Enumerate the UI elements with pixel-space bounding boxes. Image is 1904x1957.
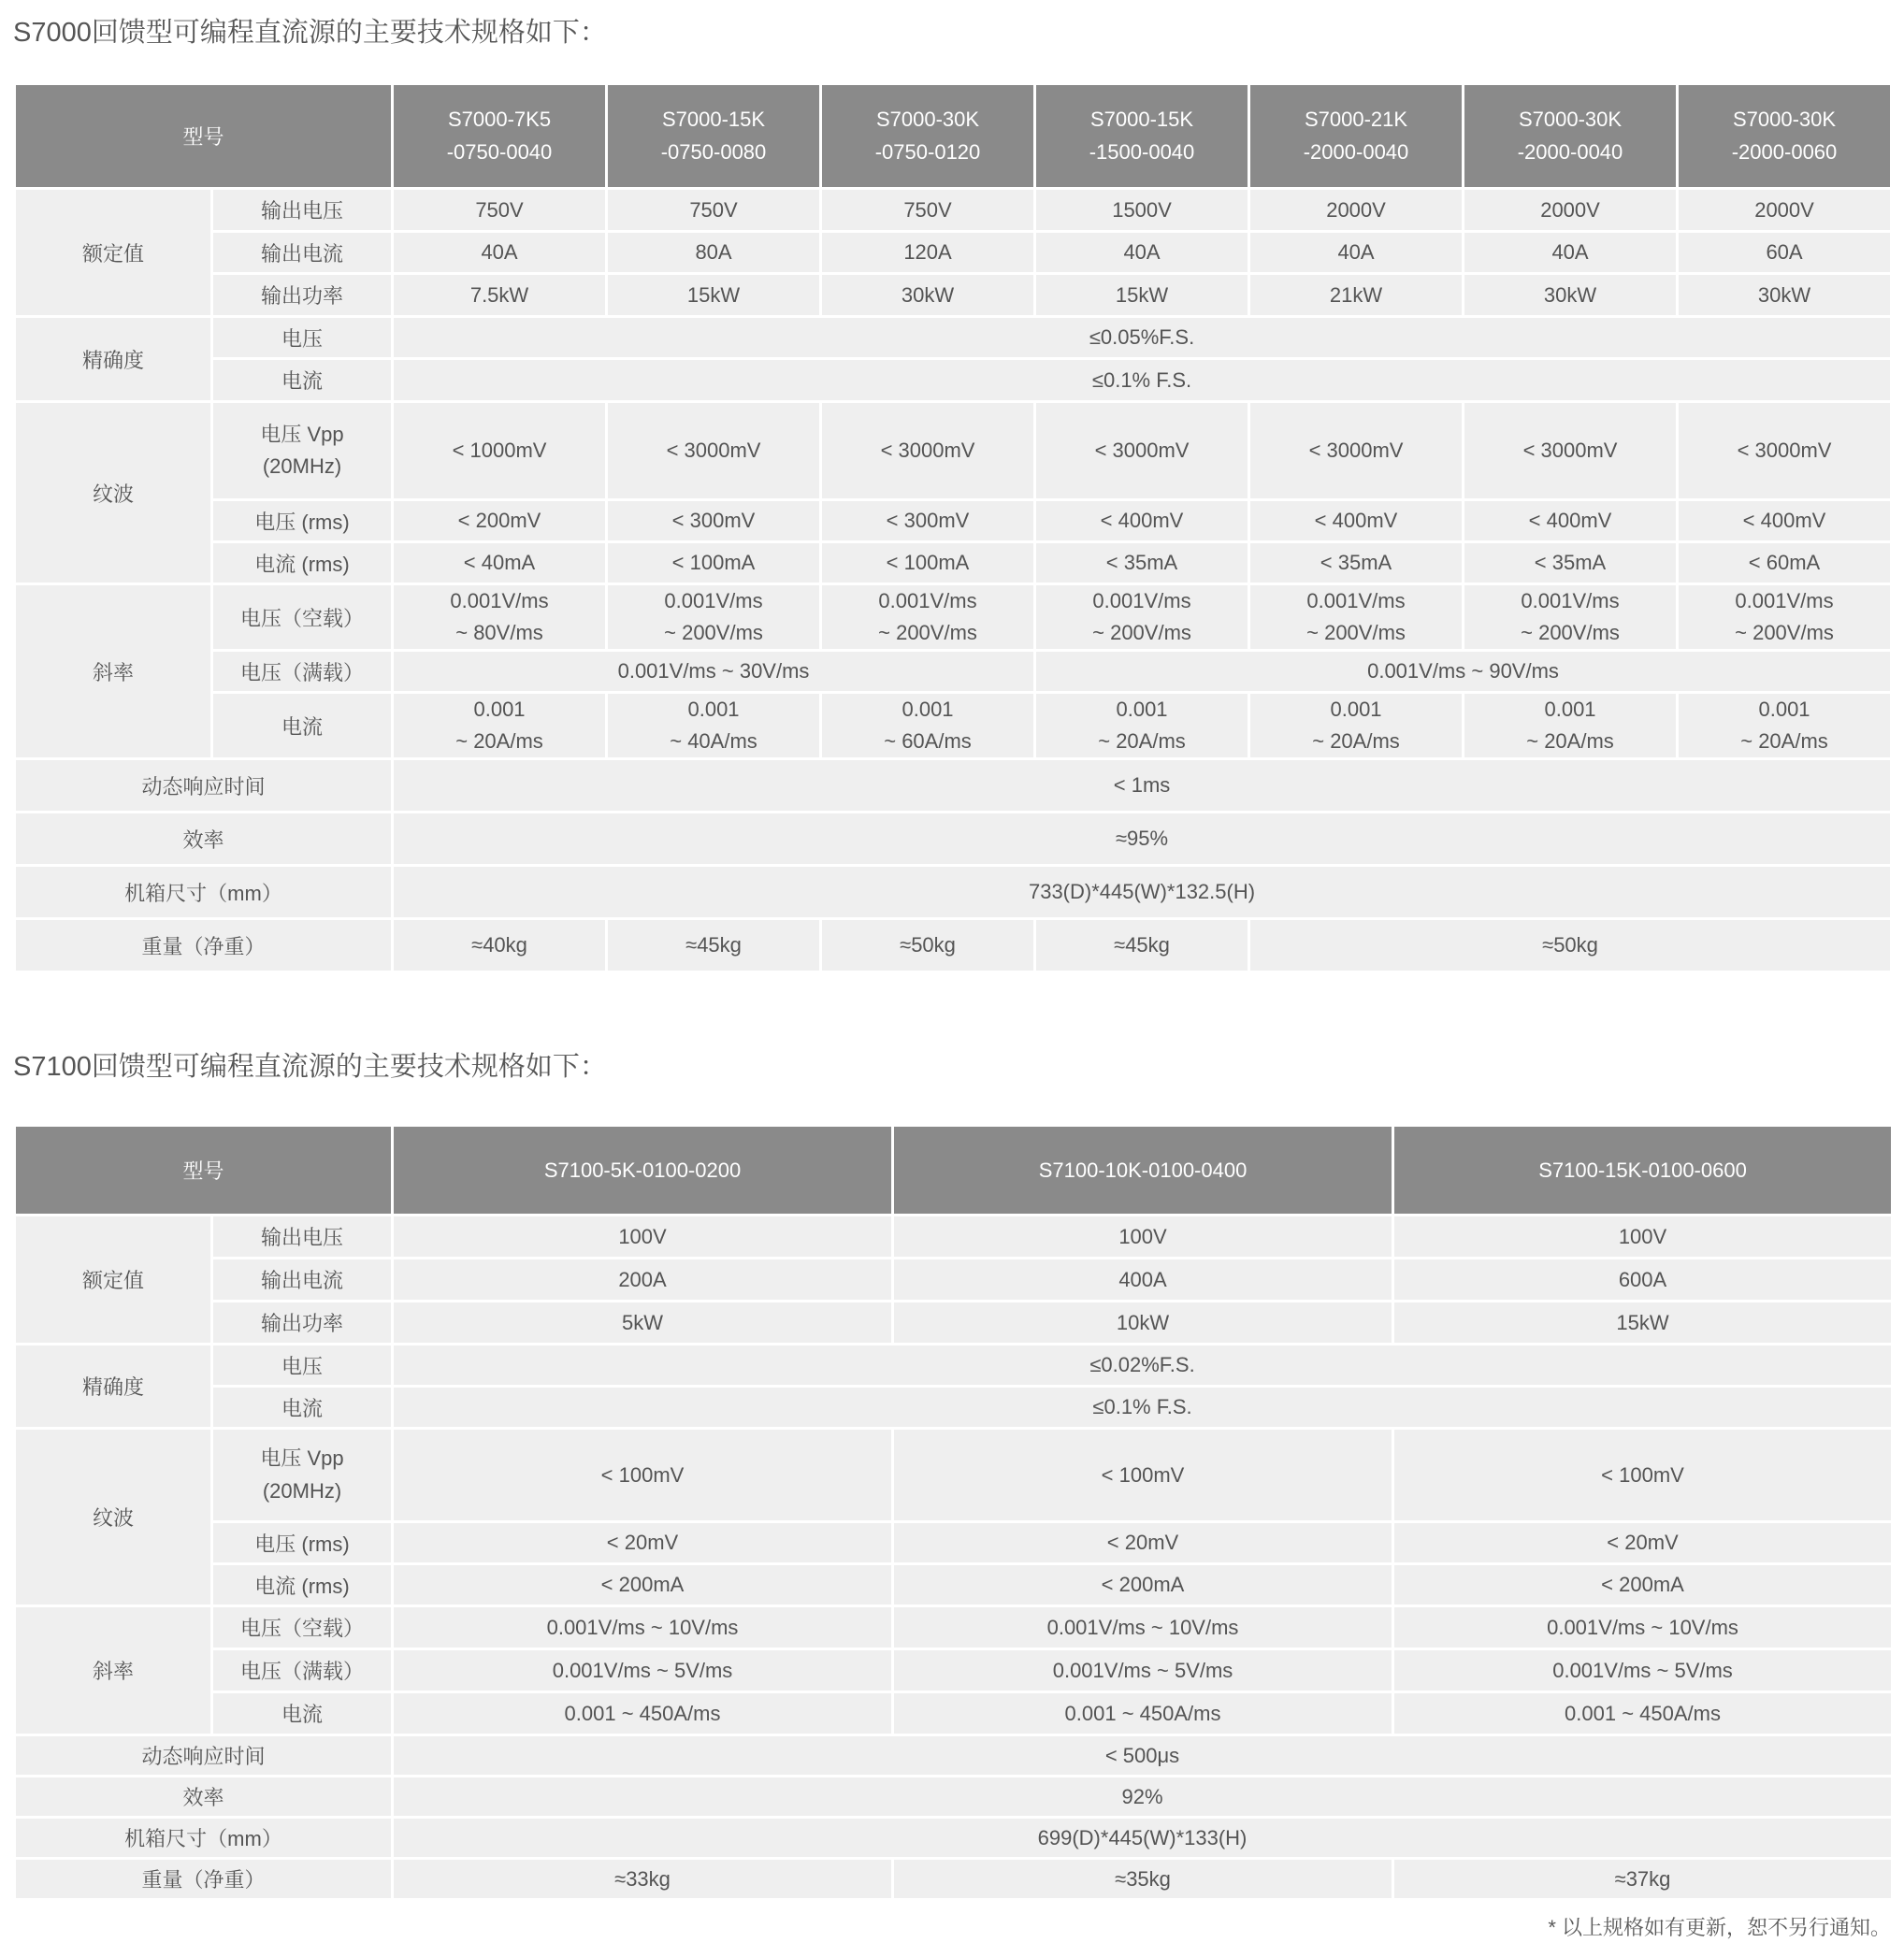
row-label-line2: (20MHz)	[262, 454, 342, 478]
row-label: 机箱尺寸（mm）	[15, 866, 393, 919]
spec-value-cell: ≈45kg	[1035, 919, 1249, 972]
table-row	[15, 359, 1892, 402]
row-group-label: 纹波	[15, 1429, 212, 1606]
s7100-spec-table	[13, 1124, 1894, 1901]
value-line2: ~ 200V/ms	[1306, 621, 1406, 645]
value-line1: 0.001	[1330, 698, 1382, 722]
spec-value-cell: < 100mA	[821, 542, 1035, 584]
row-label	[212, 1429, 393, 1522]
spec-value-cell: < 100mV	[1393, 1429, 1893, 1522]
table-row	[15, 1818, 1893, 1859]
row-group-label: 精确度	[15, 1345, 212, 1429]
table-row	[15, 1859, 1893, 1900]
table-row	[15, 866, 1892, 919]
value-line2: ~ 200V/ms	[664, 621, 763, 645]
spec-value-cell	[1035, 584, 1249, 651]
spec-value-cell: 200A	[393, 1259, 893, 1302]
table-row	[15, 1692, 1893, 1735]
model-header-label: 型号	[15, 1126, 393, 1216]
value-line1: 0.001	[1544, 698, 1596, 722]
value-line2: ~ 200V/ms	[1521, 621, 1620, 645]
value-line1: 0.001V/ms	[664, 589, 763, 612]
table-row	[15, 813, 1892, 866]
row-group-label: 额定值	[15, 189, 212, 317]
value-line2: ~ 200V/ms	[1092, 621, 1191, 645]
row-label: 电流	[212, 693, 393, 759]
row-group-label: 斜率	[15, 1606, 212, 1735]
row-label-line1: 电压 Vpp	[260, 1446, 344, 1471]
row-label: 重量（净重）	[15, 919, 393, 972]
table-row	[15, 1302, 1893, 1345]
value-line2: ~ 200V/ms	[878, 621, 977, 645]
value-line2: ~ 40A/ms	[670, 729, 757, 754]
spec-value-cell: 21kW	[1249, 274, 1464, 317]
row-label: 电压 (rms)	[212, 500, 393, 542]
spec-value-cell: < 400mV	[1678, 500, 1892, 542]
spec-value-cell: 15kW	[1035, 274, 1249, 317]
table-row	[15, 1387, 1893, 1429]
spec-value-cell	[607, 584, 821, 651]
spec-value-cell: < 35mA	[1464, 542, 1678, 584]
model-name-line1: S7000-15K	[1089, 108, 1194, 132]
spec-value-cell: < 20mV	[893, 1522, 1393, 1564]
spec-value-cell: < 3000mV	[1678, 402, 1892, 500]
value-line1: 0.001	[473, 698, 526, 722]
spec-value-cell: < 300mV	[821, 500, 1035, 542]
row-label: 效率	[15, 813, 393, 866]
table-row	[15, 1777, 1893, 1818]
s7000-spec-table	[13, 82, 1893, 973]
spec-value-cell: < 400mV	[1464, 500, 1678, 542]
value-line2: ~ 20A/ms	[1312, 729, 1400, 754]
table-row	[15, 1564, 1893, 1606]
table-row	[15, 317, 1892, 359]
spec-value-cell: 0.001V/ms ~ 10V/ms	[393, 1606, 893, 1649]
value-line1: 0.001V/ms	[878, 589, 977, 612]
value-line2: ~ 200V/ms	[1735, 621, 1834, 645]
s7100-section-title: S7100回馈型可编程直流源的主要技术规格如下：	[13, 1052, 607, 1082]
row-label: 机箱尺寸（mm）	[15, 1818, 393, 1859]
row-label: 电压（空载）	[212, 1606, 393, 1649]
spec-value-cell: 1500V	[1035, 189, 1249, 232]
spec-value-cell: 40A	[1249, 232, 1464, 274]
table-row	[15, 1735, 1893, 1777]
table-row	[15, 232, 1892, 274]
spec-value-cell: 0.001V/ms ~ 10V/ms	[1393, 1606, 1893, 1649]
spec-value-cell: < 100mV	[393, 1429, 893, 1522]
value-line2: ~ 80V/ms	[455, 621, 543, 645]
spec-value-cell: ≈37kg	[1393, 1859, 1893, 1900]
spec-value-cell: < 3000mV	[821, 402, 1035, 500]
model-header-cell: S7100-10K-0100-0400	[893, 1126, 1393, 1216]
spec-value-cell: ≤0.02%F.S.	[393, 1345, 1893, 1387]
spec-value-cell	[393, 693, 607, 759]
spec-value-cell: < 1000mV	[393, 402, 607, 500]
spec-value-cell: ≈95%	[393, 813, 1892, 866]
model-header-cell	[821, 84, 1035, 189]
spec-value-cell	[1249, 693, 1464, 759]
row-label: 输出电压	[212, 1216, 393, 1259]
spec-value-cell	[607, 693, 821, 759]
spec-value-cell: ≈35kg	[893, 1859, 1393, 1900]
spec-value-cell: 0.001V/ms ~ 5V/ms	[893, 1649, 1393, 1692]
value-line1: 0.001	[1116, 698, 1168, 722]
spec-value-cell: 750V	[393, 189, 607, 232]
table-row	[15, 189, 1892, 232]
spec-value-cell: 2000V	[1464, 189, 1678, 232]
row-label: 重量（净重）	[15, 1859, 393, 1900]
spec-value-cell: 40A	[1464, 232, 1678, 274]
spec-value-cell: < 400mV	[1249, 500, 1464, 542]
value-line1: 0.001V/ms	[1306, 589, 1406, 612]
spec-value-cell: 80A	[607, 232, 821, 274]
spec-value-cell: 0.001V/ms ~ 5V/ms	[393, 1649, 893, 1692]
spec-value-cell	[821, 693, 1035, 759]
value-line2: ~ 20A/ms	[1098, 729, 1186, 754]
spec-value-cell: 15kW	[1393, 1302, 1893, 1345]
row-group-label: 斜率	[15, 584, 212, 759]
spec-value-cell: < 3000mV	[1035, 402, 1249, 500]
table-row	[15, 1429, 1893, 1522]
spec-value-cell: 2000V	[1249, 189, 1464, 232]
spec-value-cell: ≤0.1% F.S.	[393, 359, 1892, 402]
row-label: 输出功率	[212, 274, 393, 317]
value-line1: 0.001V/ms	[450, 589, 549, 612]
spec-value-cell: ≤0.1% F.S.	[393, 1387, 1893, 1429]
spec-value-cell: 40A	[393, 232, 607, 274]
value-line2: ~ 20A/ms	[1526, 729, 1614, 754]
spec-value-cell: 30kW	[1464, 274, 1678, 317]
model-header-cell	[1678, 84, 1892, 189]
row-label: 电流	[212, 1387, 393, 1429]
model-name-line2: -0750-0120	[874, 139, 981, 164]
spec-value-cell: < 3000mV	[607, 402, 821, 500]
value-line1: 0.001V/ms	[1521, 589, 1620, 612]
spec-value-cell: < 3000mV	[1249, 402, 1464, 500]
row-label: 输出电流	[212, 232, 393, 274]
spec-value-cell: < 200mA	[893, 1564, 1393, 1606]
table-row	[15, 542, 1892, 584]
value-line1: 0.001	[902, 698, 954, 722]
model-name-line2: -2000-0040	[1517, 139, 1623, 164]
spec-value-cell: < 100mA	[607, 542, 821, 584]
table-row	[15, 693, 1892, 759]
table-row	[15, 759, 1892, 813]
row-label: 输出功率	[212, 1302, 393, 1345]
row-label: 电流 (rms)	[212, 542, 393, 584]
value-line2: ~ 20A/ms	[1740, 729, 1828, 754]
spec-value-cell: < 300mV	[607, 500, 821, 542]
row-label: 电压（满载）	[212, 1649, 393, 1692]
spec-value-cell: 0.001V/ms ~ 10V/ms	[893, 1606, 1393, 1649]
row-label: 动态响应时间	[15, 1735, 393, 1777]
table-row	[15, 919, 1892, 972]
spec-value-cell: ≈40kg	[393, 919, 607, 972]
model-header-cell	[393, 84, 607, 189]
model-name-line1: S7000-30K	[1518, 108, 1623, 132]
row-label-line2: (20MHz)	[262, 1478, 342, 1503]
table-row	[15, 584, 1892, 651]
model-header-cell: S7100-15K-0100-0600	[1393, 1126, 1893, 1216]
spec-value-cell: ≈50kg	[821, 919, 1035, 972]
table-row	[15, 1649, 1893, 1692]
spec-value-cell: < 3000mV	[1464, 402, 1678, 500]
spec-value-cell: 600A	[1393, 1259, 1893, 1302]
row-label: 输出电压	[212, 189, 393, 232]
row-label-line1: 电压 Vpp	[260, 422, 344, 446]
row-label	[212, 402, 393, 500]
table-row	[15, 1259, 1893, 1302]
spec-value-cell: < 20mV	[1393, 1522, 1893, 1564]
table-row	[15, 1606, 1893, 1649]
spec-value-cell: < 200mV	[393, 500, 607, 542]
model-header-cell	[1035, 84, 1249, 189]
spec-value-cell: < 35mA	[1249, 542, 1464, 584]
model-header-cell	[1249, 84, 1464, 189]
spec-value-cell	[1464, 584, 1678, 651]
row-label: 电压（空载）	[212, 584, 393, 651]
spec-value-cell	[1035, 693, 1249, 759]
table-row	[15, 1345, 1893, 1387]
model-name-line1: S7000-30K	[1732, 108, 1837, 132]
value-line2: ~ 60A/ms	[884, 729, 972, 754]
spec-value-cell: < 100mV	[893, 1429, 1393, 1522]
value-line1: 0.001	[687, 698, 740, 722]
spec-value-cell: 30kW	[821, 274, 1035, 317]
spec-value-cell: ≈45kg	[607, 919, 821, 972]
s7000-section-title: S7000回馈型可编程直流源的主要技术规格如下：	[13, 18, 607, 48]
table-row	[15, 274, 1892, 317]
spec-value-cell: 100V	[893, 1216, 1393, 1259]
spec-value-cell: 0.001V/ms ~ 30V/ms	[393, 651, 1035, 693]
spec-value-cell: 120A	[821, 232, 1035, 274]
row-group-label: 纹波	[15, 402, 212, 584]
model-name-line1: S7000-21K	[1304, 108, 1408, 132]
row-label: 动态响应时间	[15, 759, 393, 813]
row-label: 输出电流	[212, 1259, 393, 1302]
model-name-line2: -1500-0040	[1089, 139, 1195, 164]
spec-value-cell: 750V	[607, 189, 821, 232]
spec-value-cell	[1678, 693, 1892, 759]
spec-value-cell: < 20mV	[393, 1522, 893, 1564]
row-label: 电压	[212, 317, 393, 359]
spec-value-cell: ≈33kg	[393, 1859, 893, 1900]
table-row	[15, 651, 1892, 693]
row-label: 电流	[212, 1692, 393, 1735]
table-row	[15, 1522, 1893, 1564]
spec-value-cell: < 500μs	[393, 1735, 1893, 1777]
spec-value-cell: 0.001 ~ 450A/ms	[893, 1692, 1393, 1735]
model-name-line2: -0750-0040	[446, 139, 553, 164]
table-row	[15, 500, 1892, 542]
spec-value-cell: 0.001V/ms ~ 90V/ms	[1035, 651, 1892, 693]
spec-value-cell: 0.001V/ms ~ 5V/ms	[1393, 1649, 1893, 1692]
spec-value-cell: ≤0.05%F.S.	[393, 317, 1892, 359]
value-line1: 0.001V/ms	[1092, 589, 1191, 612]
spec-value-cell: 100V	[1393, 1216, 1893, 1259]
row-label: 电压（满载）	[212, 651, 393, 693]
row-label: 电流 (rms)	[212, 1564, 393, 1606]
model-name-line1: S7000-7K5	[447, 108, 552, 132]
model-header-label: 型号	[15, 84, 393, 189]
model-name-line1: S7000-15K	[661, 108, 766, 132]
spec-value-cell: < 60mA	[1678, 542, 1892, 584]
row-label: 电压 (rms)	[212, 1522, 393, 1564]
row-label: 效率	[15, 1777, 393, 1818]
value-line1: 0.001V/ms	[1735, 589, 1834, 612]
spec-value-cell: 92%	[393, 1777, 1893, 1818]
spec-value-cell: < 1ms	[393, 759, 1892, 813]
model-name-line2: -2000-0060	[1731, 139, 1838, 164]
spec-value-cell: 60A	[1678, 232, 1892, 274]
spec-value-cell: 10kW	[893, 1302, 1393, 1345]
spec-value-cell: < 35mA	[1035, 542, 1249, 584]
value-line1: 0.001	[1758, 698, 1810, 722]
spec-value-cell: 400A	[893, 1259, 1393, 1302]
spec-value-cell: 30kW	[1678, 274, 1892, 317]
table-row	[15, 1216, 1893, 1259]
spec-value-cell: 100V	[393, 1216, 893, 1259]
spec-value-cell: ≈50kg	[1249, 919, 1892, 972]
table-header-row	[15, 1126, 1893, 1216]
table-row	[15, 402, 1892, 500]
row-group-label: 额定值	[15, 1216, 212, 1345]
spec-value-cell: 699(D)*445(W)*133(H)	[393, 1818, 1893, 1859]
spec-value-cell: 15kW	[607, 274, 821, 317]
spec-value-cell: 2000V	[1678, 189, 1892, 232]
spec-value-cell	[821, 584, 1035, 651]
update-disclaimer-note: * 以上规格如有更新，恕不另行通知。	[1548, 1916, 1891, 1939]
spec-value-cell	[1678, 584, 1892, 651]
spec-value-cell	[393, 584, 607, 651]
model-header-cell	[1464, 84, 1678, 189]
spec-value-cell: 0.001 ~ 450A/ms	[1393, 1692, 1893, 1735]
row-label: 电压	[212, 1345, 393, 1387]
spec-value-cell: 750V	[821, 189, 1035, 232]
model-header-cell	[607, 84, 821, 189]
spec-value-cell: < 40mA	[393, 542, 607, 584]
model-header-cell: S7100-5K-0100-0200	[393, 1126, 893, 1216]
value-line2: ~ 20A/ms	[455, 729, 543, 754]
model-name-line2: -0750-0080	[660, 139, 767, 164]
spec-value-cell	[1249, 584, 1464, 651]
spec-value-cell: 5kW	[393, 1302, 893, 1345]
spec-value-cell: 7.5kW	[393, 274, 607, 317]
spec-value-cell: < 400mV	[1035, 500, 1249, 542]
model-name-line2: -2000-0040	[1303, 139, 1409, 164]
row-label: 电流	[212, 359, 393, 402]
spec-value-cell: 40A	[1035, 232, 1249, 274]
spec-value-cell	[1464, 693, 1678, 759]
spec-value-cell: < 200mA	[1393, 1564, 1893, 1606]
spec-value-cell: < 200mA	[393, 1564, 893, 1606]
row-group-label: 精确度	[15, 317, 212, 402]
spec-value-cell: 733(D)*445(W)*132.5(H)	[393, 866, 1892, 919]
model-name-line1: S7000-30K	[875, 108, 980, 132]
table-header-row	[15, 84, 1892, 189]
spec-value-cell: 0.001 ~ 450A/ms	[393, 1692, 893, 1735]
